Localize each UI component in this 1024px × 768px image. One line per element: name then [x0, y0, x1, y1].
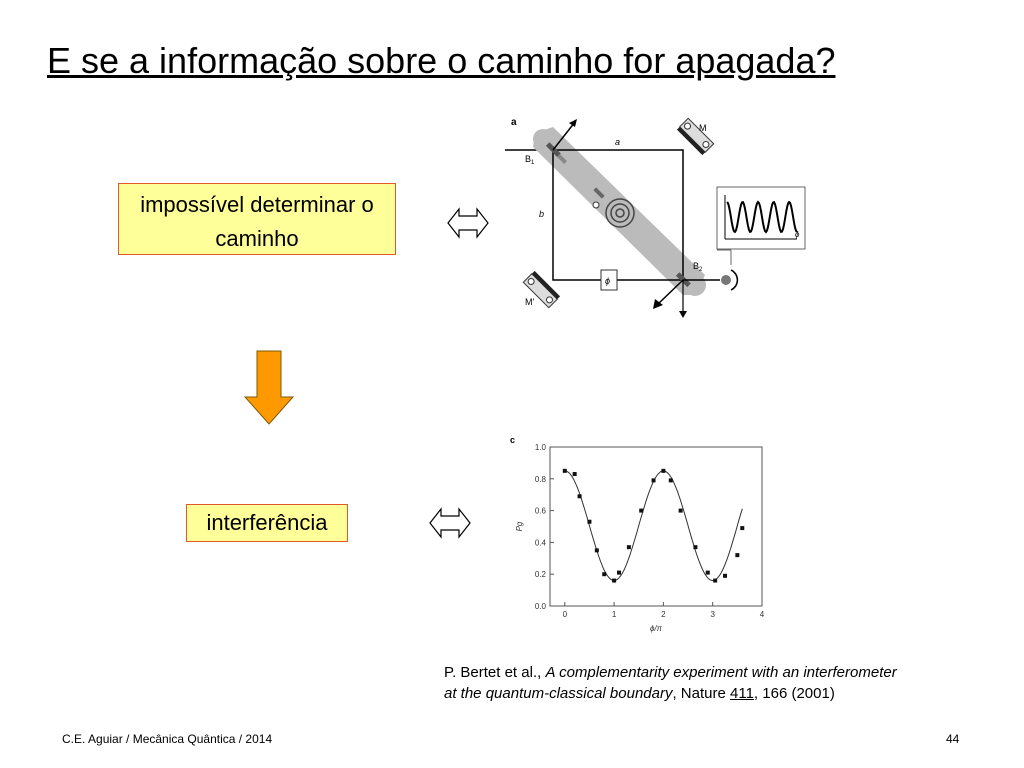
path-a-label: a [615, 137, 621, 147]
b1-label: B [525, 154, 532, 164]
down-arrow-icon [243, 350, 295, 426]
data-point [679, 509, 683, 513]
data-point [713, 579, 717, 583]
inset-axis-label: ϕ [795, 230, 800, 239]
page-number: 44 [946, 732, 960, 746]
x-tick-label: 3 [710, 610, 715, 619]
chart-panel-label: c [510, 435, 516, 445]
x-axis-label: ϕ/π [649, 624, 663, 633]
reference-title-line2: at the quantum-classical boundary [444, 685, 673, 702]
data-point [693, 545, 697, 549]
x-tick-label: 2 [661, 610, 666, 619]
x-tick-label: 1 [611, 610, 617, 619]
data-point [595, 548, 599, 552]
data-point [652, 478, 656, 482]
data-point [617, 571, 621, 575]
phase-label: ϕ [605, 276, 611, 286]
b2-label: B [693, 261, 700, 271]
path-b-label: b [539, 209, 545, 219]
footer-course: C.E. Aguiar / Mecânica Quântica / 2014 [62, 732, 273, 746]
x-tick-label: 0 [562, 610, 568, 619]
probability-chart [505, 430, 770, 635]
path-undetermined-box: impossível determinar o caminho [118, 183, 396, 255]
data-point [627, 545, 631, 549]
equivalence-arrow-top [446, 205, 490, 241]
data-point [661, 469, 665, 473]
reference-authors: P. Bertet et al., [444, 664, 546, 681]
interference-box: interferência [186, 504, 348, 542]
y-tick-label: 0.8 [534, 474, 546, 484]
b1-sub: 1 [531, 160, 535, 166]
data-point [740, 526, 744, 530]
b2-sub: 2 [699, 267, 703, 273]
data-point [735, 553, 739, 557]
data-point [578, 494, 582, 498]
y-tick-label: 0.6 [534, 506, 546, 516]
fit-line [565, 471, 743, 581]
data-point [587, 520, 591, 524]
page-title: E se a informação sobre o caminho for apagada? [47, 40, 836, 81]
reference-pages: , 166 (2001) [753, 685, 835, 702]
mirror-m-label: M [699, 123, 707, 133]
y-tick-label: 0.4 [534, 538, 546, 548]
mirror-mprime-label: M' [525, 297, 535, 307]
data-point [602, 572, 606, 576]
y-tick-label: 1.0 [534, 443, 546, 452]
y-tick-label: 0.2 [534, 570, 546, 580]
reference-volume: 411 [730, 685, 754, 702]
interferometer-diagram [505, 105, 820, 320]
x-tick-label: 4 [759, 610, 765, 619]
reference [444, 662, 897, 704]
data-point [612, 579, 616, 583]
y-tick-label: 0.0 [534, 602, 546, 611]
reference-title-line1: A complementarity experiment with an interferometer [545, 664, 897, 681]
y-axis-label: Pg [515, 521, 524, 532]
data-point [669, 478, 673, 482]
data-point [573, 472, 577, 476]
data-point [563, 469, 567, 473]
diagram-panel-label: a [511, 117, 517, 128]
plot-frame [550, 447, 762, 606]
data-point [723, 574, 727, 578]
data-point [706, 571, 710, 575]
data-point [639, 509, 643, 513]
reference-journal: , Nature [672, 685, 730, 702]
equivalence-arrow-bottom [428, 505, 472, 541]
svg-text:B1 [525, 154, 535, 166]
